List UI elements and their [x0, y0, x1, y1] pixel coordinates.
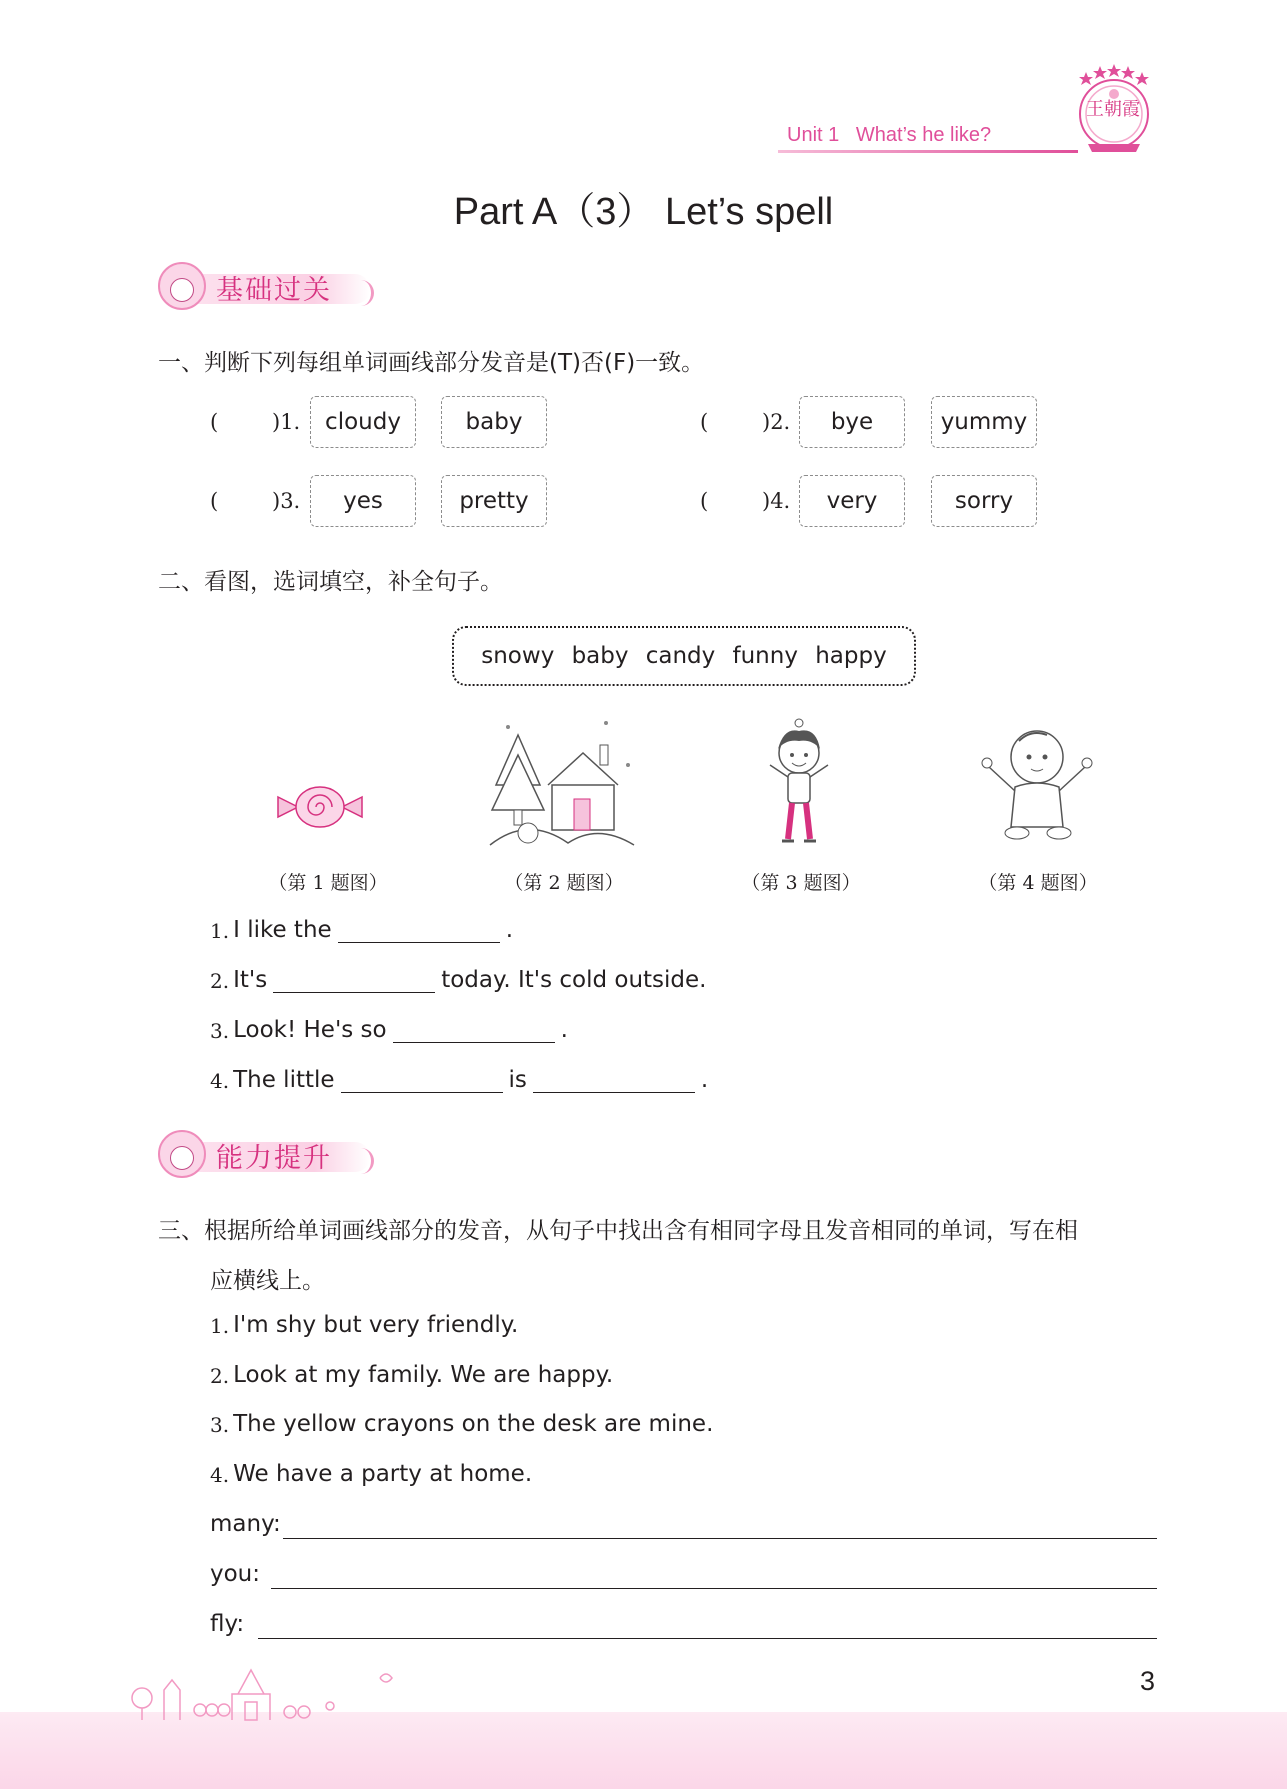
fill-sentence-4: [210, 1067, 708, 1093]
fill-sentence-3: [210, 1017, 568, 1043]
answer-blank[interactable]: [273, 968, 435, 993]
sentence-number: 2.: [210, 1364, 230, 1388]
sentence-text: The little: [233, 1067, 335, 1093]
word-bank-item: baby: [571, 643, 629, 669]
answer-paren-open: (: [700, 410, 709, 434]
word-box: pretty: [441, 475, 547, 527]
q3-sentence-4: [210, 1461, 532, 1487]
word-box: bye: [799, 396, 905, 448]
sentence-text: .: [560, 1017, 568, 1043]
sentence-number: 4.: [210, 1069, 230, 1093]
unit-header: [787, 124, 991, 147]
logo-text: 王朝霞: [1086, 99, 1140, 120]
word-bank-item: happy: [815, 643, 887, 669]
footer-band: [0, 1712, 1287, 1789]
word-bank-item: candy: [645, 643, 716, 669]
q2-heading: 二、看图，选词填空，补全句子。: [158, 569, 503, 595]
snowy-house-icon: [488, 715, 638, 855]
answer-blank[interactable]: [338, 918, 500, 943]
sentence-number: 2.: [210, 969, 230, 993]
q3-heading: 三、根据所给单词画线部分的发音，从句子中找出含有相同字母且发音相同的单词，写在相: [158, 1218, 1078, 1244]
section-title: 基础过关: [216, 275, 332, 306]
item-number[interactable]: )1.: [272, 410, 301, 434]
page-title: Part A（3） Let’s spell: [453, 191, 834, 233]
q1-heading: 一、判断下列每组单词画线部分发音是(T)否(F)一致。: [158, 350, 705, 376]
item-number[interactable]: )3.: [272, 489, 301, 513]
page-number: 3: [1140, 1666, 1156, 1696]
answer-blank[interactable]: [533, 1068, 695, 1093]
section-title: 能力提升: [216, 1143, 332, 1174]
sentence-text: is: [508, 1067, 527, 1093]
section-banner-basic: [158, 260, 378, 314]
q3-sentence-1: [210, 1312, 518, 1338]
word-bank-item: funny: [732, 643, 798, 669]
word-box: cloudy: [310, 396, 416, 448]
sentence-number: 3.: [210, 1019, 230, 1043]
word-bank-item: snowy: [481, 643, 555, 669]
q3-sentence-2: [210, 1362, 613, 1388]
sentence-number: 3.: [210, 1413, 230, 1437]
answer-line[interactable]: [271, 1588, 1157, 1589]
fill-sentence-2: [210, 967, 706, 993]
answer-line[interactable]: [258, 1638, 1157, 1639]
section-banner-advanced: [158, 1128, 378, 1182]
sentence-number: 1.: [210, 919, 230, 943]
sentence-text: The yellow crayons on the desk are mine.: [233, 1411, 714, 1437]
answer-paren-open: (: [210, 489, 219, 513]
picture-caption: （第 4 题图）: [978, 872, 1098, 894]
baby-icon: [975, 715, 1100, 855]
item-number[interactable]: )2.: [762, 410, 791, 434]
header-divider: [778, 150, 1078, 153]
word-box: very: [799, 475, 905, 527]
funny-boy-icon: [754, 715, 844, 855]
answer-blank[interactable]: [341, 1068, 503, 1093]
answer-label-you: you:: [210, 1561, 261, 1587]
picture-caption: （第 2 题图）: [504, 872, 624, 894]
word-box: yummy: [931, 396, 1037, 448]
answer-paren-open: (: [210, 410, 219, 434]
q3-sentence-3: [210, 1411, 713, 1437]
sentence-text: .: [505, 917, 513, 943]
sentence-text: Look at my family. We are happy.: [233, 1362, 614, 1388]
word-box: yes: [310, 475, 416, 527]
unit-title: What’s he like?: [855, 124, 992, 146]
answer-blank[interactable]: [393, 1018, 555, 1043]
castle-decoration: [120, 1650, 420, 1722]
sentence-text: Look! He's so: [233, 1017, 387, 1043]
sentence-text: .: [700, 1067, 709, 1093]
sentence-text: today. It's cold outside.: [441, 967, 707, 993]
sentence-number: 4.: [210, 1463, 230, 1487]
unit-label: Unit 1: [787, 124, 840, 146]
answer-paren-open: (: [700, 489, 709, 513]
girl-face-icon: [158, 262, 206, 310]
word-box: sorry: [931, 475, 1037, 527]
word-bank: [452, 626, 916, 686]
q3-heading-cont: 应横线上。: [210, 1268, 325, 1294]
sentence-text: I like the: [233, 917, 332, 943]
fill-sentence-1: [210, 917, 513, 943]
girl-face-icon: [158, 1130, 206, 1178]
item-number[interactable]: )4.: [762, 489, 791, 513]
candy-icon: [270, 715, 370, 855]
answer-label-fly: fly:: [210, 1611, 245, 1637]
sentence-number: 1.: [210, 1314, 230, 1338]
answer-line[interactable]: [283, 1538, 1157, 1539]
sentence-text: I'm shy but very friendly.: [233, 1312, 519, 1338]
sentence-text: It's: [233, 967, 268, 993]
answer-label-many: many:: [210, 1511, 281, 1537]
picture-caption: （第 1 题图）: [268, 872, 388, 894]
picture-caption: （第 3 题图）: [741, 872, 861, 894]
word-box: baby: [441, 396, 547, 448]
sentence-text: We have a party at home.: [233, 1461, 533, 1487]
